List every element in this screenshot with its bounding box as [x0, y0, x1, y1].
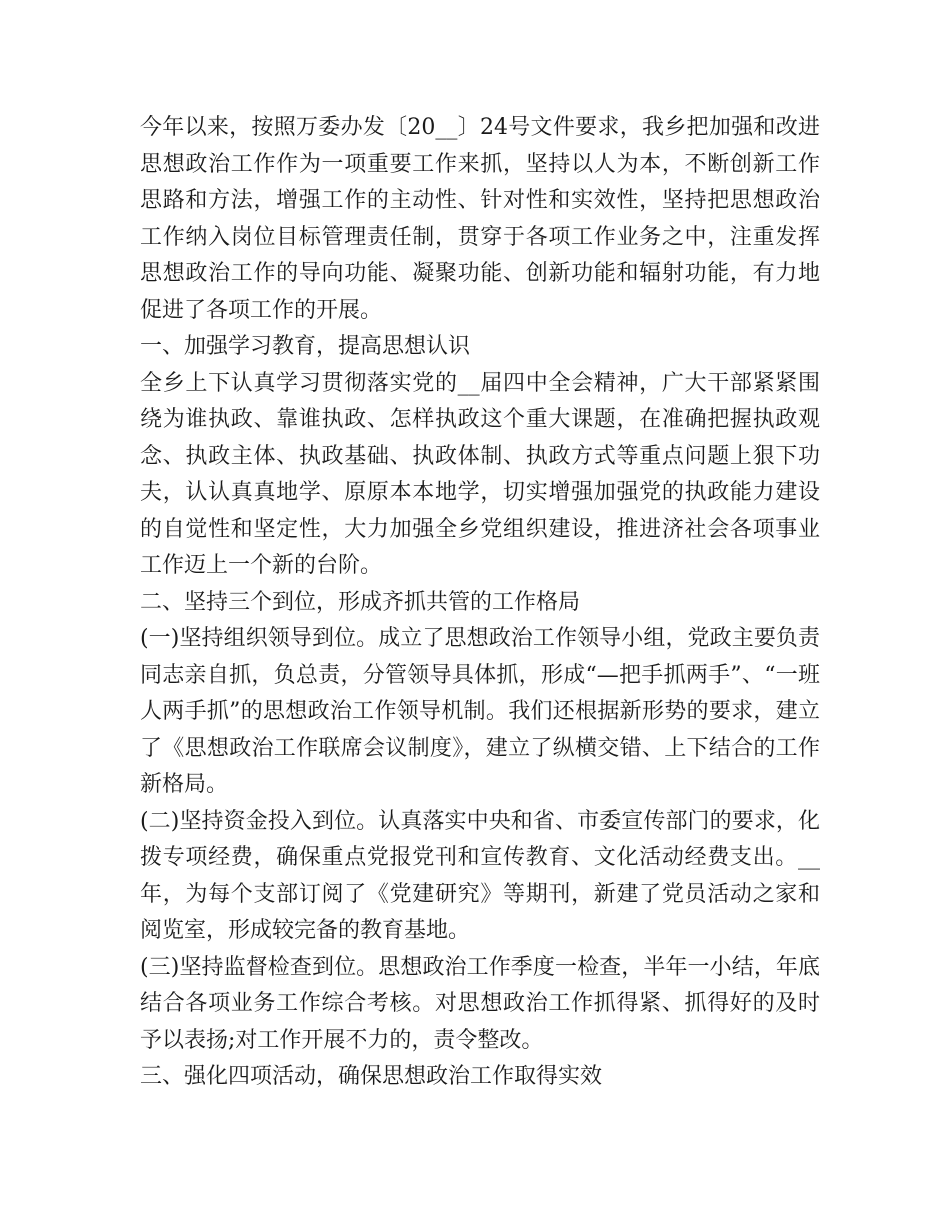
- intro-paragraph: 今年以来，按照万委办发〔20__〕24号文件要求，我乡把加强和改进思想政治工作作为一项重要工作来抓，坚持以人为本，不断创新工作思路和方法，增强工作的主动性、针对性和实效性，坚持把思想政治工作纳入岗位目标管理责任制，贯穿于各项工作业务之中，注重发挥思想政治工作的导向功能、凝聚功能、创新功能和辐射功能，有力地促进了各项工作的开展。: [140, 115, 820, 323]
- section-1-paragraph: 全乡上下认真学习贯彻落实党的__届四中全会精神，广大干部紧紧围绕为谁执政、靠谁执政、怎样执政这个重大课题，在准确把握执政观念、执政主体、执政基础、执政体制、执政方式等重点问题上狠下功夫，认认真真地学、原原本本地学，切实增强加强党的执政能力建设的自觉性和坚定性，大力加强全乡党组织建设，推进济社会各项事业工作迈上一个新的台阶。: [140, 370, 820, 578]
- document-body: [140, 110, 820, 1096]
- subsection-3-paragraph: (三)坚持监督检查到位。思想政治工作季度一检查，半年一小结，年底结合各项业务工作综合考核。对思想政治工作抓得紧、抓得好的及时予以表扬;对工作开展不力的，责令整改。: [140, 954, 820, 1053]
- section-heading-3: 三、强化四项活动，确保思想政治工作取得实效: [140, 1064, 603, 1089]
- section-heading-2: 二、坚持三个到位，形成齐抓共管的工作格局: [140, 589, 581, 615]
- subsection-1-paragraph: (一)坚持组织领导到位。成立了思想政治工作领导小组，党政主要负责同志亲自抓，负总责，分管领导具体抓，形成“—把手抓两手”、“一班人两手抓”的思想政治工作领导机制。我们还根据新形势的要求，建立了《思想政治工作联席会议制度》，建立了纵横交错、上下结合的工作新格局。: [140, 626, 820, 797]
- subsection-2-paragraph: (二)坚持资金投入到位。认真落实中央和省、市委宣传部门的要求，化拨专项经费，确保重点党报党刊和宣传教育、文化活动经费支出。__年，为每个支部订阅了《党建研究》等期刊，新建了党员活动之家和阅览室，形成较完备的教育基地。: [140, 808, 820, 943]
- section-heading-1: 一、加强学习教育，提高思想认识: [140, 334, 471, 359]
